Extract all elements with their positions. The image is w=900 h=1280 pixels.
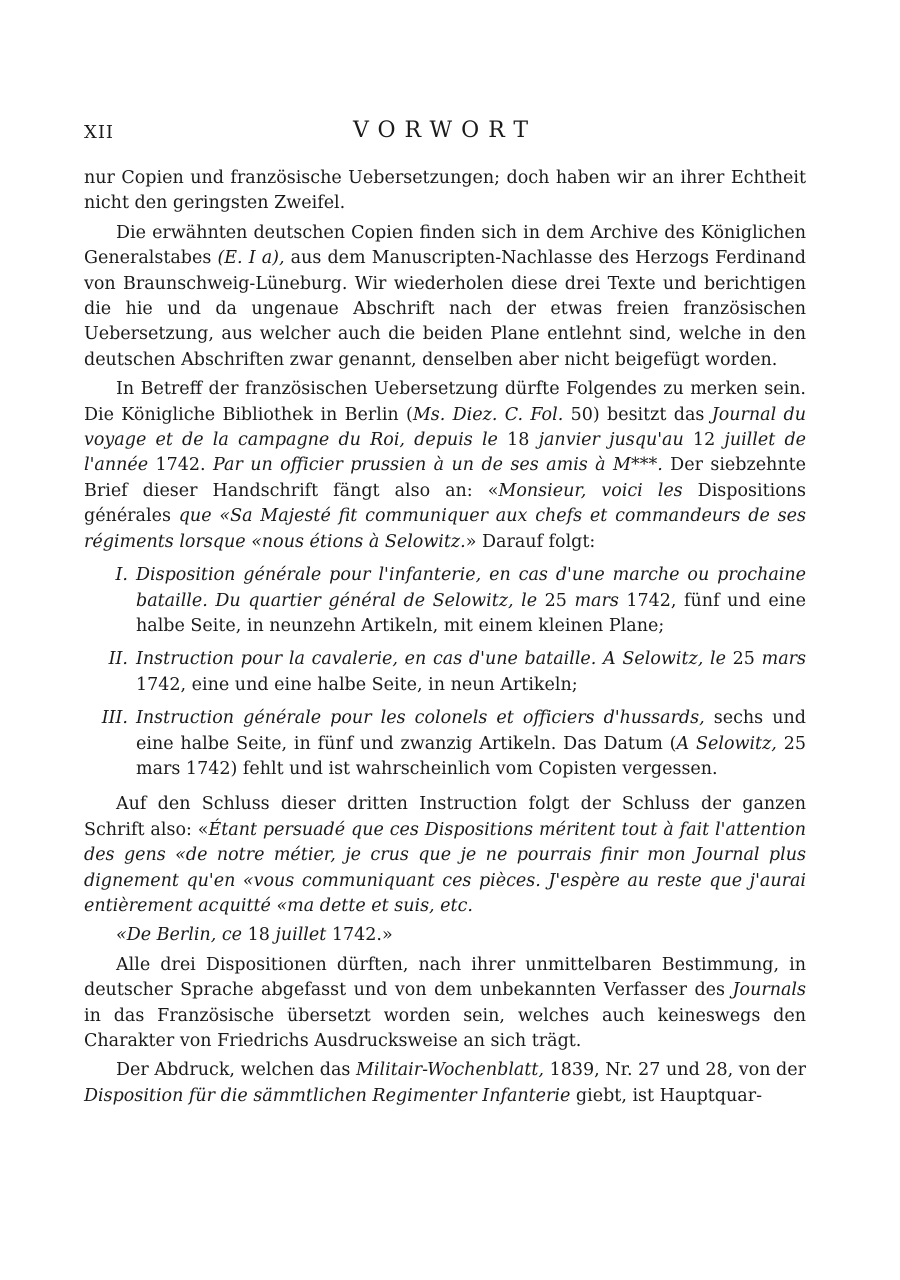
paragraph-archive	[84, 221, 806, 373]
text-run: 50) besitzt das	[563, 404, 712, 425]
list-item	[84, 706, 806, 782]
italic-run: Étant persuadé que ces Dispositions méritent tout à fait l'attention des gens «de notre métier, je crus que je ne pourrais finir mon Journal plus dignement qu'en «vous communiquant ces pièces. J'espère au reste que j'aurai entièrement acquitté «ma dette et suis, etc.	[84, 819, 806, 916]
italic-run: janvier jusqu'au	[538, 430, 684, 451]
text-run: 18	[242, 925, 276, 946]
italic-run: A Selowitz,	[676, 733, 777, 754]
list-numeral: II.	[108, 649, 128, 670]
list-item	[84, 563, 806, 639]
text-run: Der siebzehnte Brief dieser Handschrift fängt also an: «	[84, 455, 806, 501]
italic-run: (E. I a),	[217, 248, 285, 269]
text-run: 18	[497, 430, 539, 451]
italic-run: mars	[761, 649, 806, 670]
text-run: 1742.	[148, 455, 214, 476]
enumerated-list	[84, 563, 806, 782]
italic-run: Disposition für die sämmtlichen Regimenter Infanterie	[84, 1085, 571, 1106]
text-run: 1742, fünf und eine halbe Seite, in neunzehn Artikeln, mit einem kleinen Plane;	[136, 590, 806, 636]
italic-run: Militair-Wochenblatt,	[356, 1060, 544, 1081]
text-run: Auf den Schluss dieser dritten Instruction folgt der Schluss der ganzen Schrift also: «	[84, 794, 806, 840]
text-run: Dispositions générales	[84, 480, 806, 527]
paragraph-continued	[84, 166, 806, 217]
list-numeral: I.	[115, 565, 128, 586]
paragraph-translation	[84, 377, 806, 555]
body-text	[84, 166, 806, 1113]
text-run: In Betreff der französischen Uebersetzung dürfte Folgendes zu merken sein. Die Königliche Bibliothek in Berlin (	[84, 379, 806, 425]
page-header	[84, 118, 806, 152]
italic-run: «De Berlin, ce	[116, 925, 242, 946]
italic-run: Instruction pour la cavalerie, en cas d'une bataille. A Selowitz, le	[136, 649, 726, 670]
text-run: 25 mars 1742) fehlt und ist wahrscheinlich vom Copisten vergessen.	[136, 733, 806, 779]
text-run: Alle drei Dispositionen dürften, nach ihrer unmittelbaren Bestimmung, in deutscher Sprache abgefasst und von dem unbekannten Verfasser des	[84, 954, 806, 1001]
paragraph-reprint	[84, 1058, 806, 1109]
text-run: 1742.»	[326, 925, 393, 946]
text-run: giebt, ist Hauptquar-	[570, 1085, 762, 1106]
italic-run: juillet de l'année	[84, 430, 807, 476]
italic-run: Disposition générale pour l'infanterie, en cas d'une marche ou prochaine bataille. Du quartier général de Selowitz, le	[136, 565, 806, 611]
list-item-text	[136, 706, 806, 782]
text-run: Der Abdruck, welchen das	[116, 1060, 356, 1081]
text-run: sechs und eine halbe Seite, in fünf und zwanzig Artikeln. Das Datum (	[136, 708, 806, 754]
text-run: 1839, Nr. 27 und 28, von der	[544, 1060, 806, 1081]
text-run: 1742, eine und eine halbe Seite, in neun Artikeln;	[136, 674, 578, 695]
text-run: Die erwähnten deutschen Copien finden sich in dem Archive des Königlichen Generalstabes	[84, 222, 806, 269]
text-run: 25	[725, 649, 762, 670]
paragraph-dateline	[84, 923, 806, 948]
paragraph-language	[84, 953, 806, 1055]
italic-run: Monsieur, voici les	[498, 480, 683, 501]
list-item	[84, 647, 806, 698]
list-item-text	[136, 647, 806, 698]
italic-run: Ms. Diez. C. Fol.	[412, 404, 564, 425]
text-run: 25	[537, 590, 575, 611]
paragraph-closing-quote	[84, 792, 806, 919]
page-number: XII	[84, 122, 115, 143]
running-title: VORWORT	[352, 118, 538, 143]
italic-run: Par un officier prussien à un de ses amis à M***.	[213, 455, 663, 476]
italic-run: que «Sa Majesté fit communiquer aux chefs et commandeurs de ses régiments lorsque «nous étions à Selowitz.	[84, 506, 806, 552]
text-run: nur Copien und französische Uebersetzungen; doch haben wir an ihrer Echtheit nicht den geringsten Zweifel.	[84, 168, 806, 214]
text-run: 12	[683, 430, 725, 451]
italic-run: Instruction générale pour les colonels et officiers d'hussards,	[136, 708, 705, 729]
italic-run: juillet	[275, 925, 327, 946]
italic-run: Journals	[732, 980, 806, 1001]
list-item-text	[136, 563, 806, 639]
list-numeral: III.	[101, 708, 128, 729]
text-run: in das Französische übersetzt worden sein, welches auch keineswegs den Charakter von Friedrichs Ausdrucksweise an sich trägt.	[84, 1005, 806, 1051]
italic-run: Journal du voyage et de la campagne du Roi, depuis le	[84, 404, 806, 451]
text-run: aus dem Manuscripten-Nachlasse des Herzogs Ferdinand von Braunschweig-Lüneburg. Wir wiederholen diese drei Texte und berichtigen die hie und da ungenaue Abschrift nach der etwas freien französischen Uebersetzung, aus welcher auch die beiden Plane entlehnt sind, welche in den deutschen Abschriften zwar genannt, denselben aber nicht beigefügt worden.	[84, 248, 806, 370]
italic-run: mars	[574, 590, 619, 611]
text-run: » Darauf folgt:	[465, 531, 596, 552]
